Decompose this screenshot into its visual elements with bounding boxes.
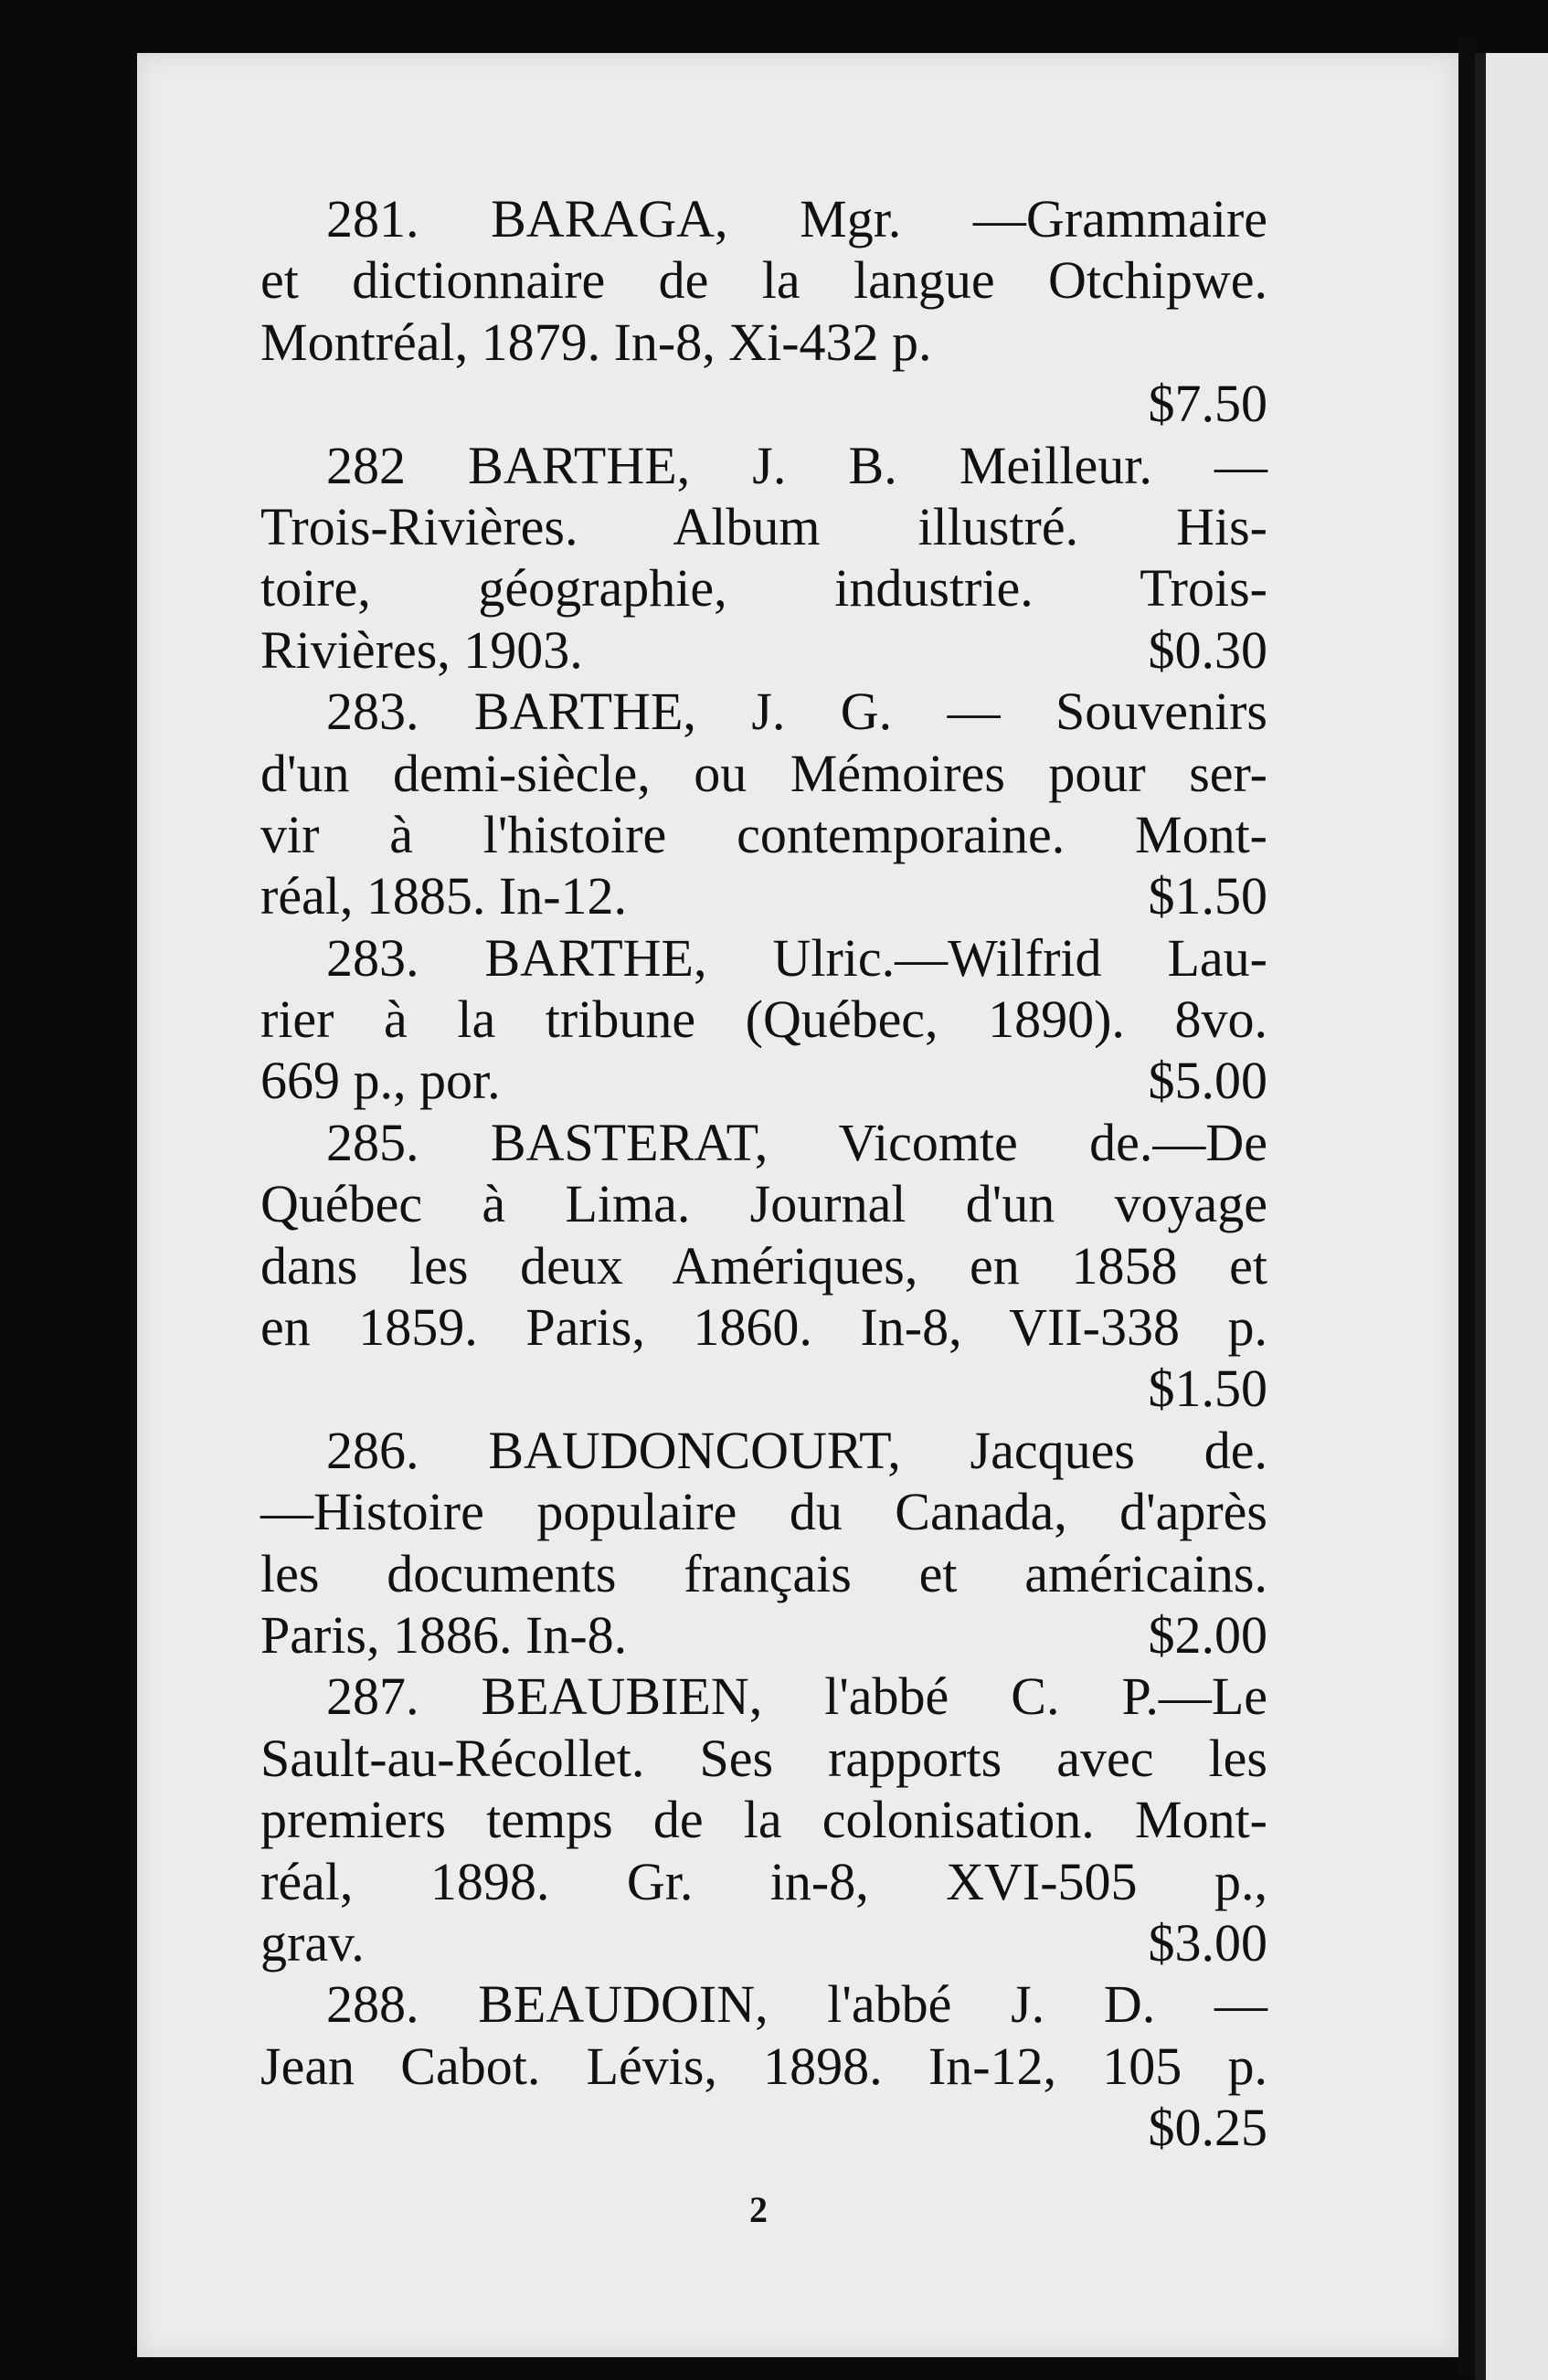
entry-price: $5.00 xyxy=(1148,1051,1267,1111)
adjacent-page-edge xyxy=(1475,53,1548,2380)
entry-line: Montréal, 1879. In-8, Xi-432 p. xyxy=(260,312,932,372)
entry-line: 287. BEAUBIEN, l'abbé C. P.—Le xyxy=(326,1666,1267,1727)
catalogue-entry-285 xyxy=(260,1112,1267,1420)
entry-final-line xyxy=(260,865,1267,926)
entry-price: $0.25 xyxy=(1148,2098,1267,2158)
entry-price: $1.50 xyxy=(1148,866,1267,926)
entry-price: $1.50 xyxy=(1148,1359,1267,1419)
entry-line: Jean Cabot. Lévis, 1898. In-12, 105 p. xyxy=(260,2036,1267,2096)
catalogue-entry-283a xyxy=(260,681,1267,927)
entry-line: les documents français et américains. xyxy=(260,1543,1267,1603)
entry-final-line xyxy=(260,1050,1267,1111)
entry-final-text: Paris, 1886. In-8. xyxy=(260,1604,628,1665)
entry-line: 288. BEAUDOIN, l'abbé J. D. — xyxy=(326,1974,1267,2035)
entry-final-text: grav. xyxy=(260,1912,365,1973)
catalogue-entry-286 xyxy=(260,1420,1267,1666)
catalogue-entry-288 xyxy=(260,1973,1267,2158)
catalogue-entry-283b xyxy=(260,927,1267,1112)
entry-final-line xyxy=(260,619,1267,681)
entry-line: 281. BARAGA, Mgr. —Grammaire xyxy=(326,189,1267,249)
entry-line: 282 BARTHE, J. B. Meilleur. — xyxy=(326,435,1267,495)
entry-price: $3.00 xyxy=(1148,1912,1267,1973)
entry-line: Trois-Rivières. Album illustré. His- xyxy=(260,496,1267,556)
page-number: 2 xyxy=(749,2189,768,2230)
entry-line: en 1859. Paris, 1860. In-8, VII-338 p. xyxy=(260,1297,1267,1358)
entry-final-text: 669 p., por. xyxy=(260,1051,501,1111)
entry-price: $7.50 xyxy=(1148,374,1267,434)
catalogue-entry-282 xyxy=(260,435,1267,682)
page-gutter xyxy=(1458,37,1475,2375)
entry-final-text: réal, 1885. In-12. xyxy=(260,866,628,926)
catalogue-entry-287 xyxy=(260,1666,1267,1973)
entry-line: rier à la tribune (Québec, 1890). 8vo. xyxy=(260,989,1267,1050)
entry-line: toire, géographie, industrie. Trois- xyxy=(260,558,1267,619)
entry-line: —Histoire populaire du Canada, d'après xyxy=(260,1482,1267,1542)
entry-line: 283. BARTHE, J. G. — Souvenirs xyxy=(326,682,1267,742)
entry-line: Québec à Lima. Journal d'un voyage xyxy=(260,1174,1267,1234)
catalogue-text xyxy=(260,188,1267,2159)
entry-line: 285. BASTERAT, Vicomte de.—De xyxy=(326,1112,1267,1172)
entry-line: d'un demi-siècle, ou Mémoires pour ser- xyxy=(260,743,1267,803)
entry-line: réal, 1898. Gr. in-8, XVI-505 p., xyxy=(260,1851,1267,1911)
entry-line: 283. BARTHE, Ulric.—Wilfrid Lau- xyxy=(326,927,1267,988)
entry-line: Sault-au-Récollet. Ses rapports avec les xyxy=(260,1728,1267,1788)
entry-line: premiers temps de la colonisation. Mont- xyxy=(260,1790,1267,1850)
catalogue-entry-281 xyxy=(260,188,1267,435)
entry-final-line xyxy=(260,1912,1267,1973)
adjacent-page-shadow xyxy=(1475,53,1486,2380)
entry-final-text: Rivières, 1903. xyxy=(260,619,583,680)
entry-final-line xyxy=(260,1604,1267,1666)
entry-price: $0.30 xyxy=(1148,619,1267,680)
entry-line: vir à l'histoire contemporaine. Mont- xyxy=(260,804,1267,864)
entry-line: dans les deux Amériques, en 1858 et xyxy=(260,1235,1267,1296)
entry-line: 286. BAUDONCOURT, Jacques de. xyxy=(326,1420,1267,1480)
entry-line: et dictionnaire de la langue Otchipwe. xyxy=(260,250,1267,311)
entry-price: $2.00 xyxy=(1148,1604,1267,1665)
